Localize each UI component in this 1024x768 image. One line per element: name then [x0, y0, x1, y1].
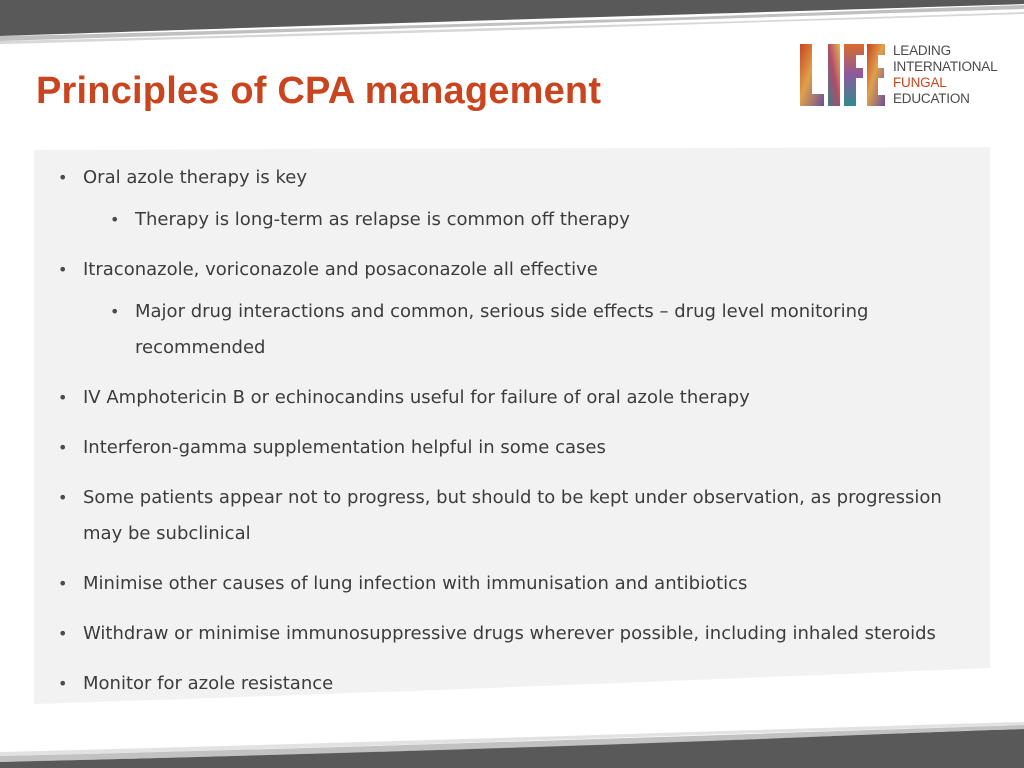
logo-line-leading: LEADING [893, 43, 951, 58]
sub-bullet-item: • Therapy is long-term as relapse is common off therapy [110, 202, 978, 238]
slide-title: Principles of CPA management [36, 70, 602, 112]
bullet-item: • Some patients appear not to progress, but should to be kept under observation, as progression may be subclinical [58, 480, 978, 552]
bullet-item: • Itraconazole, voriconazole and posaconazole all effective [58, 252, 978, 288]
life-logo-mark-icon [798, 42, 886, 108]
bullet-item: • Minimise other causes of lung infection with immunisation and antibiotics [58, 566, 978, 602]
bullet-item: • Interferon-gamma supplementation helpful in some cases [58, 430, 978, 466]
bullet-item: • Withdraw or minimise immunosuppressive drugs wherever possible, including inhaled steroids [58, 616, 978, 652]
bullet-item: • Monitor for azole resistance [58, 666, 978, 702]
bullet-item: • Oral azole therapy is key [58, 160, 978, 196]
bullet-list [58, 160, 978, 702]
life-logo [798, 42, 1008, 110]
sub-bullet-item: • Major drug interactions and common, serious side effects – drug level monitoring recommended [110, 294, 978, 366]
logo-line-education: EDUCATION [893, 91, 970, 106]
bottom-decorative-band [0, 722, 1024, 768]
bullet-item: • IV Amphotericin B or echinocandins useful for failure of oral azole therapy [58, 380, 978, 416]
logo-line-international: INTERNATIONAL [893, 59, 998, 74]
logo-line-fungal: FUNGAL [893, 75, 947, 90]
logo-wordmark [893, 43, 997, 107]
